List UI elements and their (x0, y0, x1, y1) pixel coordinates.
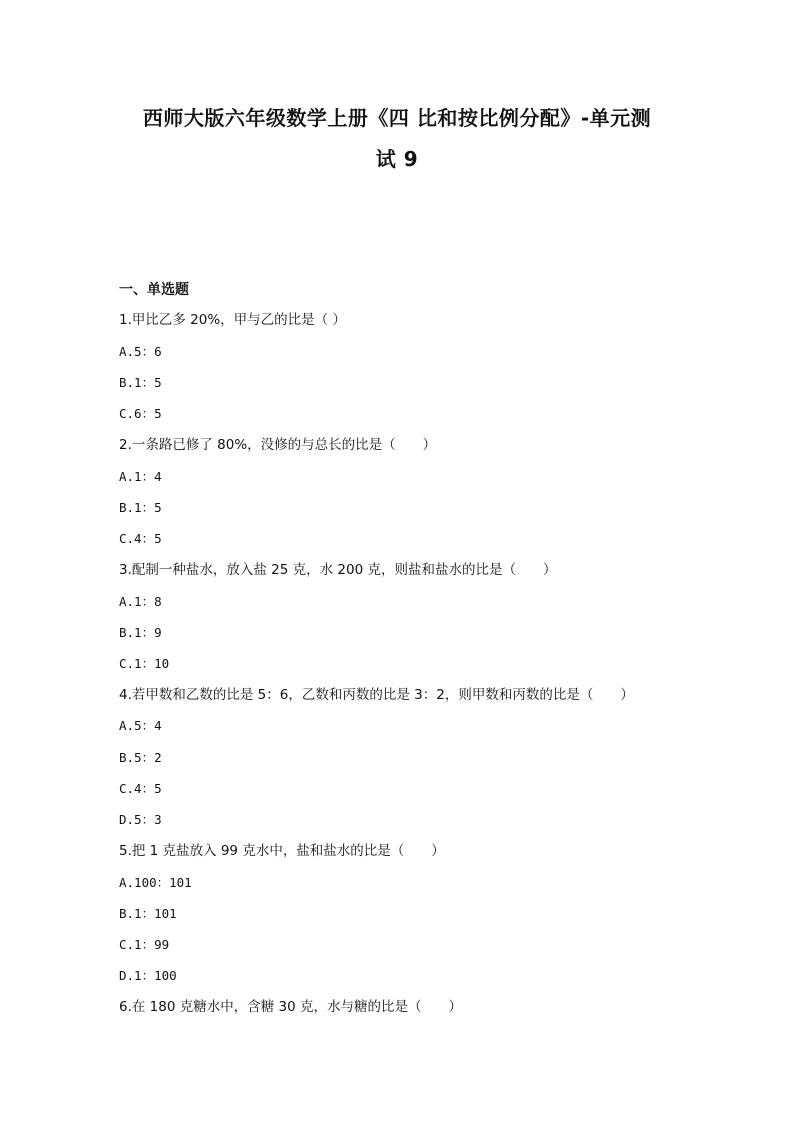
document-title-line-2: 试 9 (375, 147, 419, 171)
question-5-stem: 5.把 1 克盐放入 99 克水中，盐和盐水的比是（ ） (119, 843, 445, 859)
question-5-option-c: C.1：99 (119, 937, 170, 952)
question-3-option-a: A.1：8 (119, 594, 162, 609)
question-4-stem: 4.若甲数和乙数的比是 5：6，乙数和丙数的比是 3：2，则甲数和丙数的比是（ ） (119, 687, 634, 703)
document-title-line-1: 西师大版六年级数学上册《四 比和按比例分配》-单元测 (142, 106, 652, 130)
question-1-stem: 1.甲比乙多 20%，甲与乙的比是（ ） (119, 312, 346, 328)
question-2-option-c: C.4：5 (119, 531, 162, 546)
question-4-option-c: C.4：5 (119, 781, 162, 796)
section-heading: 一、单选题 (119, 282, 189, 298)
question-1-option-c: C.6：5 (119, 406, 162, 421)
question-4-option-d: D.5：3 (119, 812, 162, 827)
question-1-option-b: B.1：5 (119, 375, 162, 390)
question-2-option-b: B.1：5 (119, 500, 162, 515)
question-2-option-a: A.1：4 (119, 469, 162, 484)
question-3-option-c: C.1：10 (119, 656, 170, 671)
question-2-stem: 2.一条路已修了 80%，没修的与总长的比是（ ） (119, 437, 437, 453)
question-5-option-d: D.1：100 (119, 968, 177, 983)
question-3-stem: 3.配制一种盐水，放入盐 25 克，水 200 克，则盐和盐水的比是（ ） (119, 562, 557, 578)
question-1-option-a: A.5：6 (119, 344, 162, 359)
question-6-stem: 6.在 180 克糖水中，含糖 30 克，水与糖的比是（ ） (119, 999, 462, 1015)
question-4-option-b: B.5：2 (119, 750, 162, 765)
question-5-option-a: A.100：101 (119, 875, 192, 890)
question-5-option-b: B.1：101 (119, 906, 177, 921)
question-4-option-a: A.5：4 (119, 718, 162, 733)
question-3-option-b: B.1：9 (119, 625, 162, 640)
